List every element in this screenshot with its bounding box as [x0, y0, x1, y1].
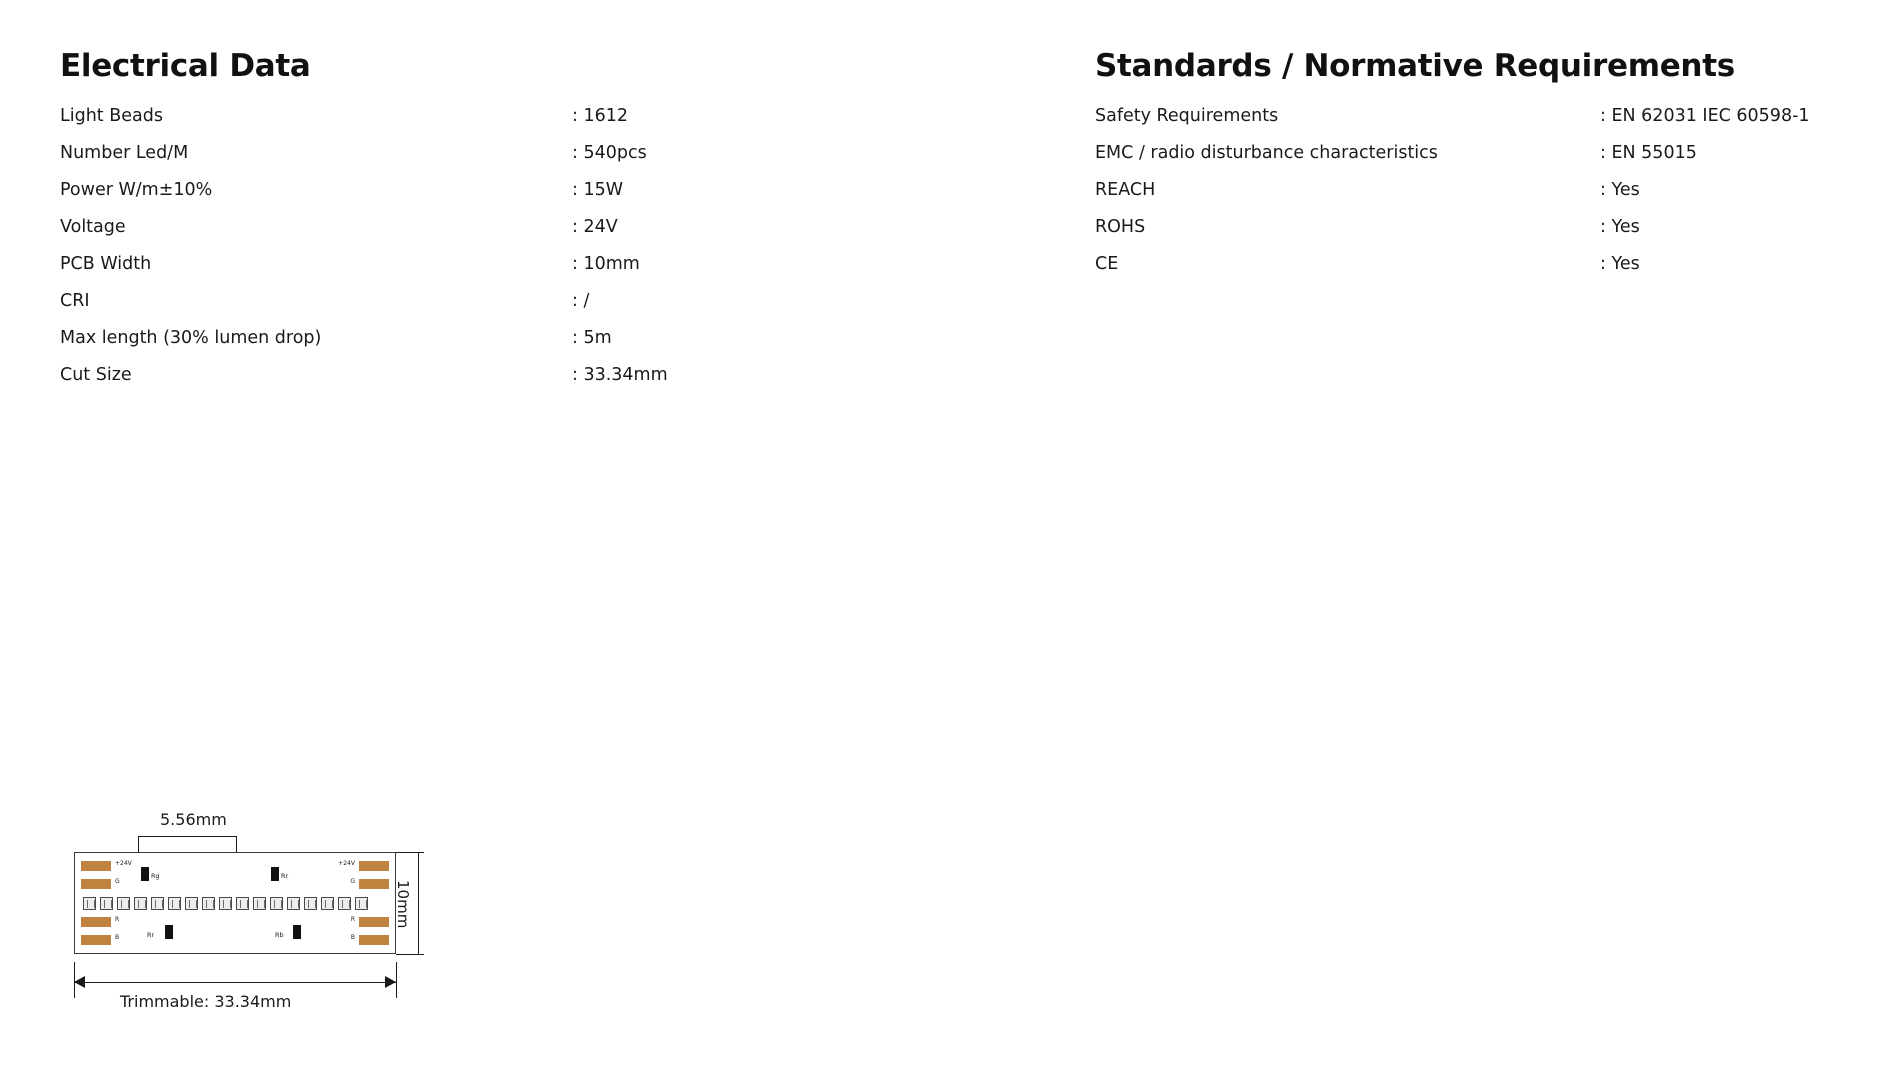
copper-pad-left-24v — [81, 861, 111, 871]
dimension-line-pitch — [138, 836, 236, 837]
led-chip — [321, 897, 334, 910]
dimension-label-trimmable: Trimmable: 33.34mm — [120, 992, 292, 1011]
led-chip — [355, 897, 368, 910]
resistor-label-rg: Rg — [151, 872, 160, 880]
spec-value-ce: : Yes — [1600, 254, 1640, 274]
spec-label-light-beads: Light Beads — [60, 106, 163, 126]
spec-row — [60, 254, 840, 275]
spec-row — [1095, 143, 1855, 164]
dimension-label-height: 10mm — [394, 880, 412, 929]
led-chip — [117, 897, 130, 910]
led-chip — [168, 897, 181, 910]
pad-label-left-b: B — [115, 934, 120, 941]
spec-row — [1095, 106, 1855, 127]
pad-label-right-24v: +24V — [338, 860, 355, 867]
spec-label-power: Power W/m±10% — [60, 180, 213, 200]
page-title-standards: Standards / Normative Requirements — [1095, 48, 1735, 84]
copper-pad-right-r — [359, 917, 389, 927]
spec-value-number-led-m: : 540pcs — [572, 143, 647, 163]
led-chip — [151, 897, 164, 910]
led-chip — [185, 897, 198, 910]
pad-label-left-g: G — [115, 878, 120, 885]
spec-label-safety-requirements: Safety Requirements — [1095, 106, 1279, 126]
resistor-label-rr-top: Rr — [281, 872, 289, 880]
spec-value-voltage: : 24V — [572, 217, 618, 237]
copper-pad-right-24v — [359, 861, 389, 871]
spec-value-light-beads: : 1612 — [572, 106, 628, 126]
led-chip — [202, 897, 215, 910]
spec-label-cut-size: Cut Size — [60, 365, 132, 385]
spec-row — [60, 328, 840, 349]
spec-value-safety-requirements: : EN 62031 IEC 60598-1 — [1600, 106, 1810, 126]
led-chip — [134, 897, 147, 910]
led-chip — [287, 897, 300, 910]
spec-value-power: : 15W — [572, 180, 624, 200]
spec-row — [60, 180, 840, 201]
led-chip — [304, 897, 317, 910]
led-chip — [270, 897, 283, 910]
dimension-arrow-right — [385, 976, 396, 988]
resistor-label-rb: Rb — [275, 931, 284, 939]
led-strip-dimension-drawing — [60, 810, 480, 1020]
spec-value-rohs: : Yes — [1600, 217, 1640, 237]
spec-value-cri: : / — [572, 291, 590, 311]
spec-label-ce: CE — [1095, 254, 1119, 274]
pad-label-right-g: G — [350, 878, 355, 885]
dimension-line-height — [418, 852, 419, 954]
pad-label-right-r: R — [350, 916, 355, 923]
spec-value-cut-size: : 33.34mm — [572, 365, 668, 385]
dimension-line-width — [74, 982, 396, 983]
pad-label-left-r: R — [115, 916, 120, 923]
led-chip — [338, 897, 351, 910]
spec-row — [1095, 180, 1855, 201]
led-chip — [236, 897, 249, 910]
led-chip — [219, 897, 232, 910]
copper-pad-left-b — [81, 935, 111, 945]
spec-value-emc: : EN 55015 — [1600, 143, 1697, 163]
spec-value-pcb-width: : 10mm — [572, 254, 640, 274]
spec-label-max-length: Max length (30% lumen drop) — [60, 328, 322, 348]
spec-row — [60, 217, 840, 238]
led-row — [83, 897, 368, 910]
spec-label-rohs: ROHS — [1095, 217, 1146, 237]
spec-label-cri: CRI — [60, 291, 90, 311]
spec-label-reach: REACH — [1095, 180, 1156, 200]
page-title-electrical-data: Electrical Data — [60, 48, 311, 84]
resistor-rb — [293, 925, 301, 939]
standards-section — [1095, 48, 1855, 291]
dimension-tick-height-top — [396, 852, 424, 853]
spec-row — [1095, 217, 1855, 238]
spec-label-voltage: Voltage — [60, 217, 126, 237]
pad-label-left-24v: +24V — [115, 860, 132, 867]
dimension-tick-width-right — [396, 962, 397, 998]
resistor-rr-top — [271, 867, 279, 881]
strip-outline — [74, 852, 396, 954]
copper-pad-left-r — [81, 917, 111, 927]
spec-label-number-led-m: Number Led/M — [60, 143, 189, 163]
spec-row — [1095, 254, 1855, 275]
spec-row — [60, 291, 840, 312]
spec-label-emc: EMC / radio disturbance characteristics — [1095, 143, 1438, 163]
spec-value-max-length: : 5m — [572, 328, 612, 348]
dimension-tick-height-bottom — [396, 954, 424, 955]
spec-row — [60, 365, 840, 386]
dimension-arrow-left — [74, 976, 85, 988]
dimension-label-pitch: 5.56mm — [160, 810, 227, 829]
led-chip — [253, 897, 266, 910]
copper-pad-right-g — [359, 879, 389, 889]
copper-pad-left-g — [81, 879, 111, 889]
copper-pad-right-b — [359, 935, 389, 945]
spec-row — [60, 143, 840, 164]
resistor-rg — [141, 867, 149, 881]
led-chip — [100, 897, 113, 910]
electrical-data-section — [60, 48, 840, 402]
spec-row — [60, 106, 840, 127]
spec-value-reach: : Yes — [1600, 180, 1640, 200]
pad-label-right-b: B — [350, 934, 355, 941]
resistor-rr-bottom — [165, 925, 173, 939]
resistor-label-rr-bottom: Rr — [147, 931, 155, 939]
led-chip — [83, 897, 96, 910]
spec-label-pcb-width: PCB Width — [60, 254, 152, 274]
